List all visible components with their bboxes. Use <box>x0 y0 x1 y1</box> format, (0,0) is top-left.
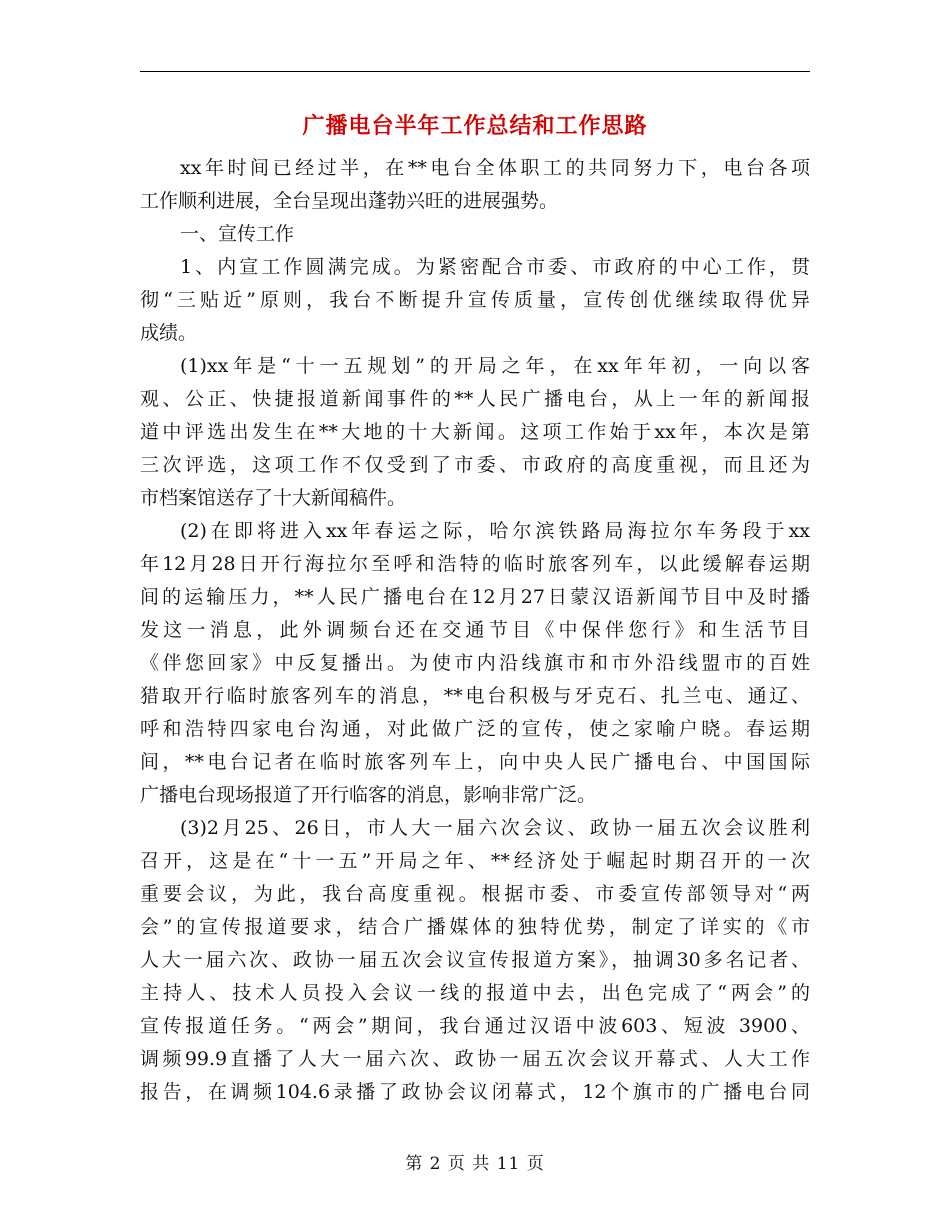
section-heading: 一、宣传工作 <box>180 223 295 245</box>
body-line: 《伴您回家》中反复播出。为使市内沿线旗市和市外沿线盟市的百姓 <box>140 652 810 674</box>
body-line: 间的运输压力，**人民广播电台在12月27日蒙汉语新闻节目中及时播 <box>140 586 810 608</box>
body-line: 市档案馆送存了十大新闻稿件。 <box>140 487 407 509</box>
body-line: 三次评选，这项工作不仅受到了市委、市政府的高度重视，而且还为 <box>140 454 810 476</box>
body-line: (2)在即将进入xx年春运之际，哈尔滨铁路局海拉尔车务段于xx <box>180 520 810 542</box>
body-line: 人大一届六次、政协一届五次会议宣传报道方案》，抽调30多名记者、 <box>140 949 810 971</box>
body-line: 重要会议，为此，我台高度重视。根据市委、市委宣传部领导对“两 <box>140 883 810 905</box>
body-line: 间，**电台记者在临时旅客列车上，向中央人民广播电台、中国国际 <box>140 751 810 773</box>
document-title: 广播电台半年工作总结和工作思路 <box>302 113 648 139</box>
body-line: 猎取开行临时旅客列车的消息，**电台积极与牙克石、扎兰屯、通辽、 <box>140 685 810 707</box>
body-line: 广播电台现场报道了开行临客的消息，影响非常广泛。 <box>140 784 597 806</box>
document-body <box>140 152 810 1109</box>
body-line: 宣传报道任务。“两会”期间，我台通过汉语中波603、短波 3900、 <box>140 1015 810 1037</box>
body-line: 会”的宣传报道要求，结合广播媒体的独特优势，制定了详实的《市 <box>140 916 810 938</box>
body-line: xx年时间已经过半，在**电台全体职工的共同努力下，电台各项 <box>180 157 810 179</box>
body-line: 工作顺利进展，全台呈现出蓬勃兴旺的进展强势。 <box>140 190 559 212</box>
body-line: 呼和浩特四家电台沟通，对此做广泛的宣传，使之家喻户晓。春运期 <box>140 718 810 740</box>
header-rule <box>140 71 810 72</box>
page-number: 第 2 页 共 11 页 <box>405 1154 545 1174</box>
body-line: 召开，这是在“十一五”开局之年、**经济处于崛起时期召开的一次 <box>140 850 810 872</box>
body-line: 年12月28日开行海拉尔至呼和浩特的临时旅客列车，以此缓解春运期 <box>140 553 810 575</box>
body-line: 1、内宣工作圆满完成。为紧密配合市委、市政府的中心工作，贯 <box>180 256 810 278</box>
body-line: (3)2月25、26日，市人大一届六次会议、政协一届五次会议胜利 <box>180 817 810 839</box>
body-line: 道中评选出发生在**大地的十大新闻。这项工作始于xx年，本次是第 <box>140 421 810 443</box>
body-line: 主持人、技术人员投入会议一线的报道中去，出色完成了“两会”的 <box>140 982 810 1004</box>
body-line: 发这一消息，此外调频台还在交通节目《中保伴您行》和生活节目 <box>140 619 810 641</box>
body-line: 调频99.9直播了人大一届六次、政协一届五次会议开幕式、人大工作 <box>140 1048 810 1070</box>
body-line: (1)xx年是“十一五规划”的开局之年，在xx年年初，一向以客 <box>180 355 810 377</box>
body-line: 报告，在调频104.6录播了政协会议闭幕式，12个旗市的广播电台同 <box>140 1081 810 1103</box>
body-line: 彻“三贴近”原则，我台不断提升宣传质量，宣传创优继续取得优异 <box>140 289 810 311</box>
body-line: 成绩。 <box>140 322 198 344</box>
body-line: 观、公正、快捷报道新闻事件的**人民广播电台，从上一年的新闻报 <box>140 388 810 410</box>
